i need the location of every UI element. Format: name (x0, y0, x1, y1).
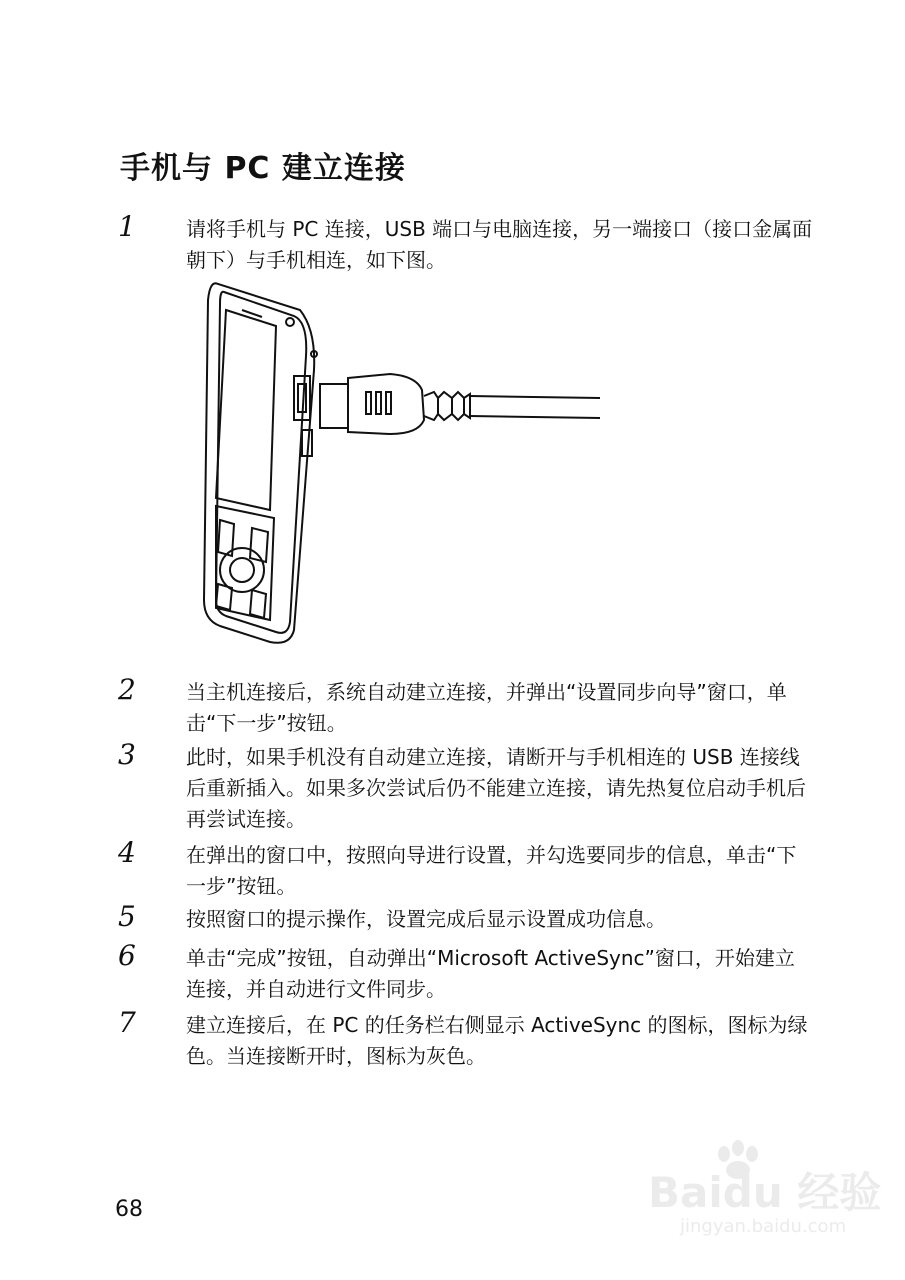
step-text: 建立连接后，在 PC 的任务栏右侧显示 ActiveSync 的图标，图标为绿色。当连接断开时，图标为灰色。 (186, 1013, 808, 1068)
step-number: 1 (118, 210, 136, 243)
step-number: 7 (118, 1006, 136, 1039)
step-number: 5 (118, 900, 136, 933)
page-title: 手机与 PC 建立连接 (120, 151, 406, 186)
step-number: 6 (118, 939, 136, 972)
page-number: 68 (115, 1197, 143, 1222)
baidu-jingyan-watermark (640, 1140, 890, 1250)
step-text: 在弹出的窗口中，按照向导进行设置，并勾选要同步的信息，单击“下一步”按钮。 (186, 843, 797, 898)
step-text: 单击“完成”按钮，自动弹出“Microsoft ActiveSync”窗口，开始建立连接，并自动进行文件同步。 (186, 946, 795, 1001)
step-number: 3 (118, 738, 136, 771)
step-text: 当主机连接后，系统自动建立连接，并弹出“设置同步向导”窗口，单击“下一步”按钮。 (186, 680, 787, 735)
step-text: 请将手机与 PC 连接，USB 端口与电脑连接，另一端接口（接口金属面朝下）与手机相连，如下图。 (186, 217, 813, 272)
phone-usb-connection-illustration (190, 270, 610, 650)
watermark-url: jingyan.baidu.com (680, 1216, 847, 1237)
step-number: 2 (118, 673, 136, 706)
watermark-brand: Baidu 经验 (648, 1168, 882, 1217)
step-number: 4 (118, 836, 136, 869)
step-text: 按照窗口的提示操作，设置完成后显示设置成功信息。 (186, 907, 666, 931)
step-text: 此时，如果手机没有自动建立连接，请断开与手机相连的 USB 连接线后重新插入。如果多次尝试后仍不能建立连接，请先热复位启动手机后再尝试连接。 (186, 745, 806, 831)
